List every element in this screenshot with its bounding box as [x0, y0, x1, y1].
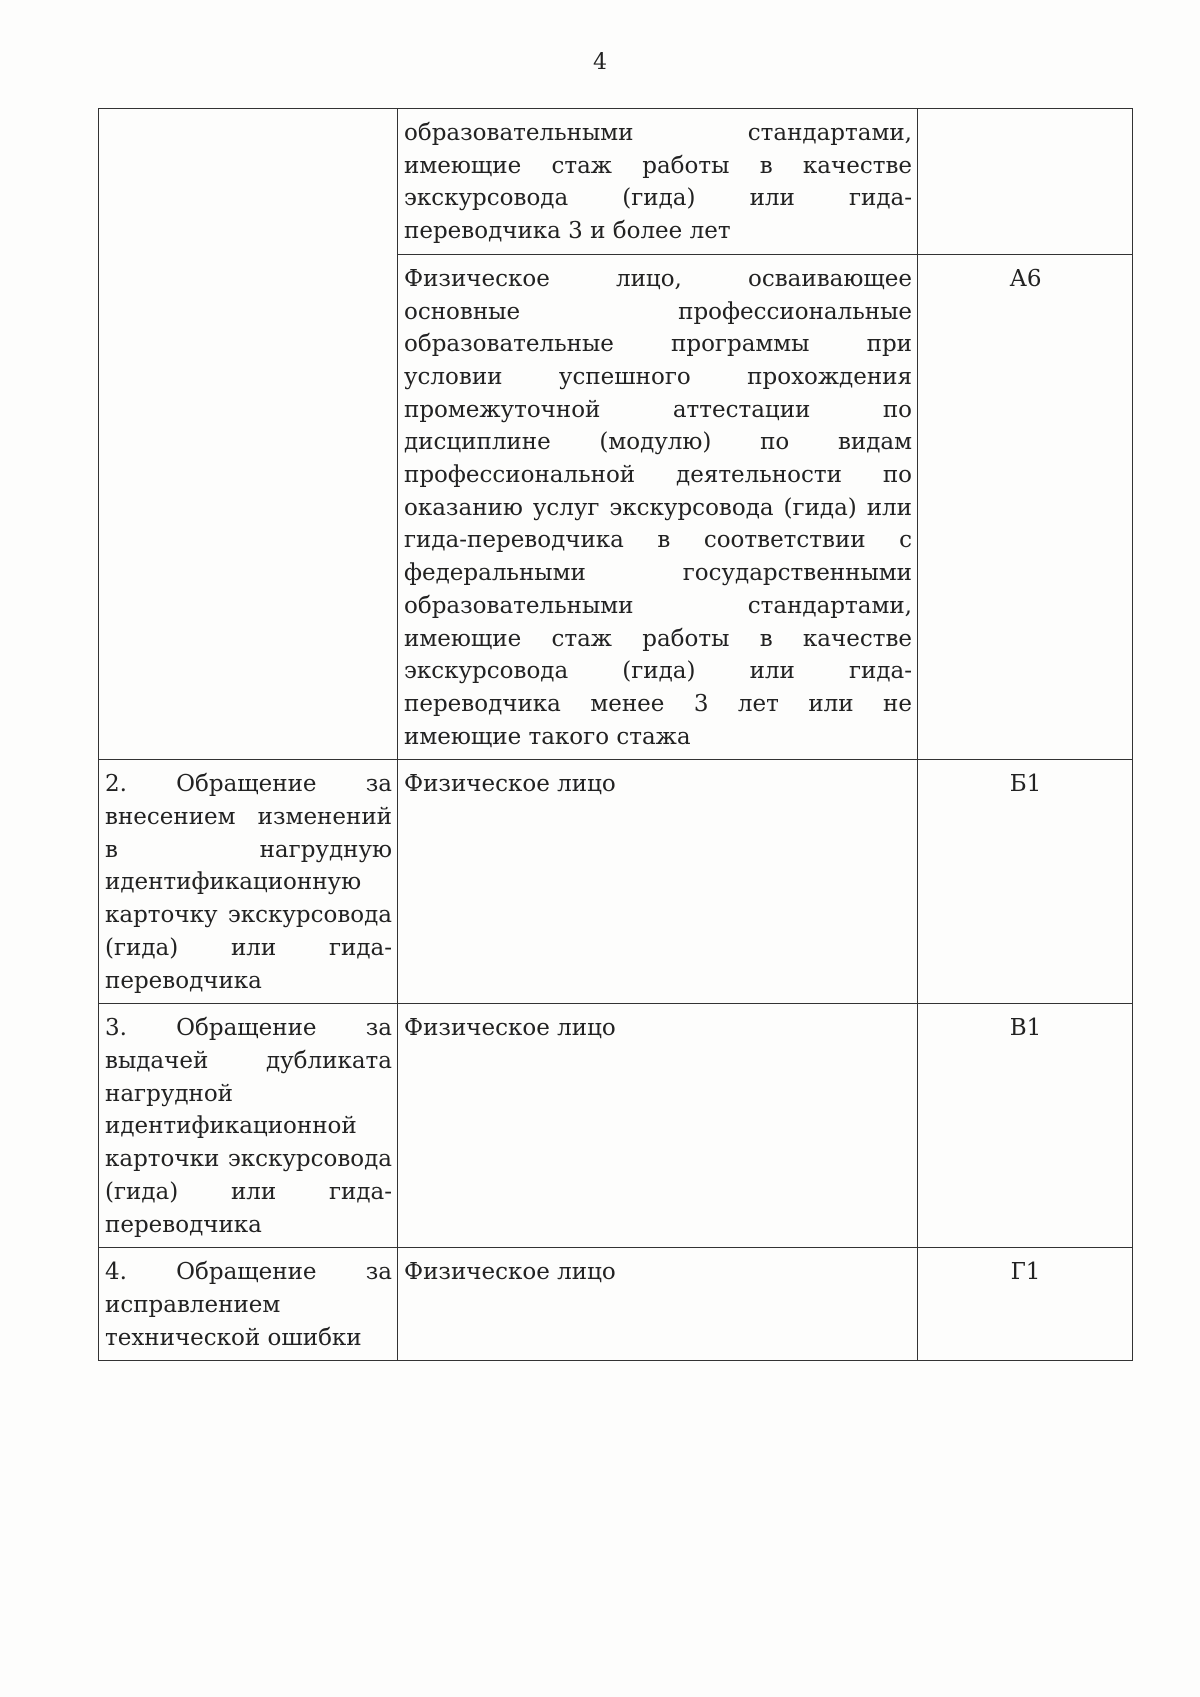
applicant-text-line: имеющие такого стажа [404, 723, 691, 750]
applicant-text-line: оказанию услуг экскурсовода (гида) или [404, 494, 912, 521]
code-cell: Б1 [918, 760, 1133, 1004]
services-table [98, 108, 1133, 1361]
category-text-line: в нагрудную [105, 836, 392, 863]
category-text-line: идентификационной [105, 1113, 357, 1140]
applicant-cell: Физическое лицо [398, 1004, 918, 1248]
category-cell [99, 109, 398, 760]
code-cell: В1 [918, 1004, 1133, 1248]
category-cell [99, 1004, 398, 1248]
category-text-line: идентификационную [105, 869, 362, 896]
category-text-line: внесением изменений [105, 804, 392, 831]
code-cell: Г1 [918, 1248, 1133, 1361]
category-text-line: технической ошибки [105, 1324, 362, 1351]
category-text-line: карточку экскурсовода [105, 902, 392, 929]
code-cell: А6 [918, 254, 1133, 760]
applicant-cell [398, 109, 918, 255]
applicant-text-line: образовательными стандартами, [404, 592, 912, 619]
category-text-line: нагрудной [105, 1080, 234, 1107]
code-cell [918, 109, 1133, 255]
category-text-line: (гида) или гида- [105, 1178, 392, 1205]
table-row [99, 1248, 1133, 1361]
category-text-line: 4. Обращение за [105, 1259, 392, 1286]
applicant-text-line: условии успешного прохождения [404, 363, 912, 390]
applicant-text-line: переводчика 3 и более лет [404, 218, 731, 245]
applicant-cell [398, 254, 918, 760]
table-row [99, 1004, 1133, 1248]
applicant-text-line: экскурсовода (гида) или гида- [404, 185, 912, 212]
applicant-text-line: имеющие стаж работы в качестве [404, 625, 912, 652]
table-row [99, 760, 1133, 1004]
applicant-text-line: федеральными государственными [404, 560, 912, 587]
applicant-text-line: основные профессиональные [404, 298, 912, 325]
applicant-text-line: Физическое лицо, осваивающее [404, 265, 912, 292]
applicant-text-line: образовательными стандартами, [404, 120, 912, 146]
category-text-line: исправлением [105, 1291, 281, 1318]
category-text-line: 2. Обращение за [105, 771, 392, 798]
category-text-line: 3. Обращение за [105, 1015, 392, 1042]
page-number: 4 [593, 50, 607, 75]
applicant-text-line: переводчика менее 3 лет или не [404, 690, 912, 717]
applicant-text-line: дисциплине (модулю) по видам [404, 429, 912, 456]
category-text-line: переводчика [105, 1211, 262, 1238]
category-cell [99, 760, 398, 1004]
table-row [99, 109, 1133, 255]
applicant-cell: Физическое лицо [398, 760, 918, 1004]
applicant-text-line: гида-переводчика в соответствии с [404, 527, 912, 554]
applicant-cell: Физическое лицо [398, 1248, 918, 1361]
applicant-text-line: профессиональной деятельности по [404, 462, 912, 489]
category-text-line: (гида) или гида- [105, 934, 392, 961]
category-text-line: карточки экскурсовода [105, 1146, 392, 1173]
category-text-line: переводчика [105, 967, 262, 994]
applicant-text-line: имеющие стаж работы в качестве [404, 152, 912, 179]
applicant-text-line: образовательные программы при [404, 331, 912, 358]
category-text-line: выдачей дубликата [105, 1047, 392, 1074]
applicant-text-line: промежуточной аттестации по [404, 396, 912, 423]
applicant-text-line: экскурсовода (гида) или гида- [404, 658, 912, 685]
category-cell [99, 1248, 398, 1361]
